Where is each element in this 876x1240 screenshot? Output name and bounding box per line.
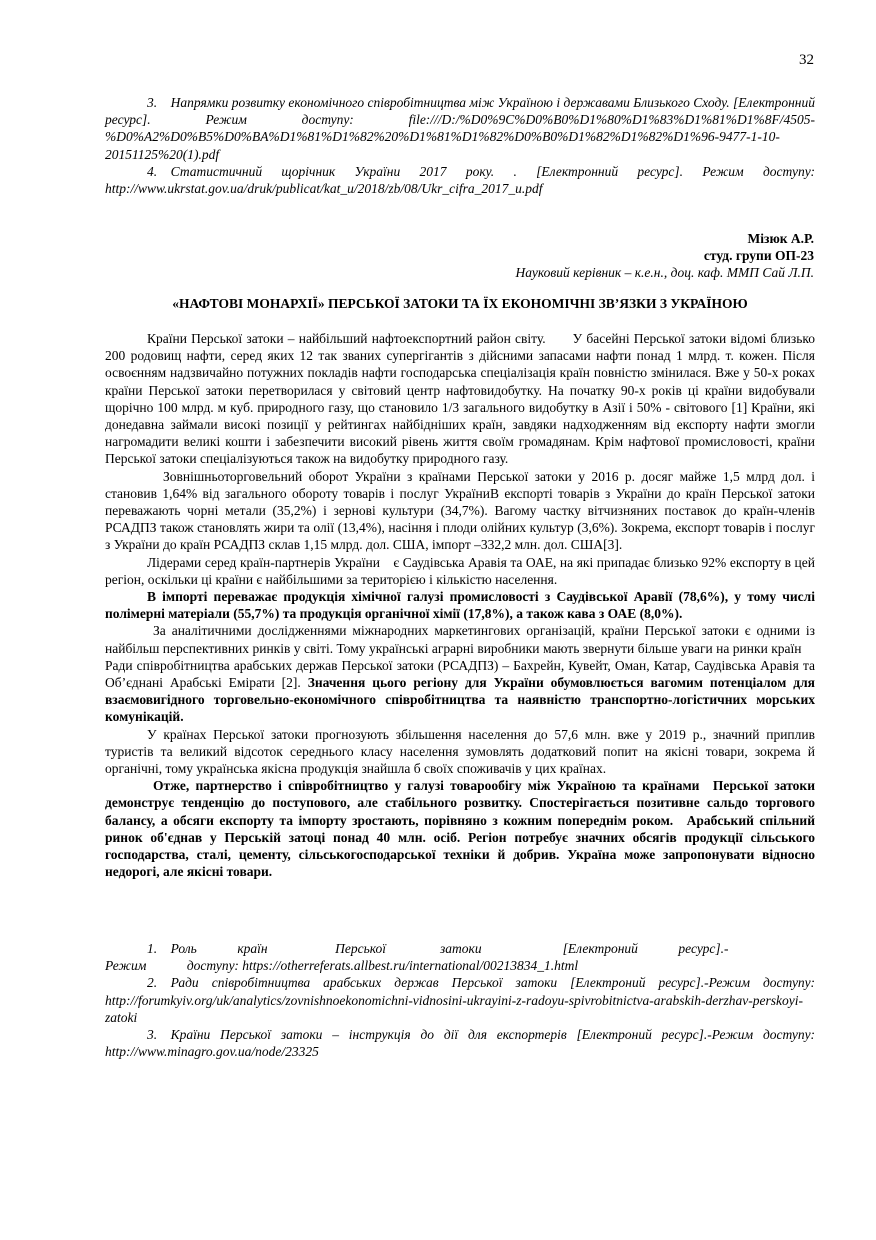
top-references	[105, 94, 815, 197]
author-name: Мізюк А.Р.	[747, 231, 814, 246]
reference-item: 1. Роль країн Перської затоки [Електроний ресурс].- Режим доступу: https://otherreferats.allbest.ru/international/00213834_1.html	[105, 941, 756, 974]
paragraph: Країни Перської затоки – найбільший нафтоекспортний район світу. У басейні Перської затоки відомі близько 200 родовищ нафти, серед яких 12 так званих супергігантів з дійсними запасами нафти понад 1 млрд. т. кожен. Після освоєнням надзвичайно потужних покладів нафти господарська спеціалізація країн повністю змінилася. Вже у 50-х роках країни Перської затоки перетворилася у світовий центр нафтовидобутку. На початку 90-х років ці країни видобували щорічно 100 млрд. м куб. природного газу, що становило 1/3 загального видобутку в Азії і 50% - світового [1] Країни, які донедавна займали високі позиції у рейтингах найбідніших країн, завдяки надходженням від експорту нафти змогли нагромадити великі кошти і забезпечити високий рівень життя своїм громадянам. Крім нафтової промисловості, країни Перської затоки спеціалізуються також на видобутку природного газу.	[105, 331, 815, 467]
paragraph-text: За аналітичними дослідженнями міжнародних маркетингових організацій, країни Перської затоки є одними із найбільш перспективних ринків у світі. Тому українські аграрні виробники мають звернути більше уваги на ринки країн Ради співробітництва арабських держав Перської затоки (РСАДПЗ) – Бахрейн, Кувейт, Оман, Катар, Саудівська Аравія та Об’єднані Арабські Емірати [2].	[105, 623, 815, 691]
paragraph: Зовнішньоторговельний оборот України з країнами Перської затоки у 2016 р. досяг майже 1,5 млрд дол. і становив 1,64% від загального обороту товарів і послуг УкраїниВ експорті товарів з України до країн Перської затоки переважають чорні метали (35,2%) і зернові культури (34,7%). Вагому частку вітчизняних поставок до країн-членів РСАДПЗ також становлять жири та олії (13,4%), насіння і плоди олійних культур (3,6%). Зокрема, експорт товарів і послуг з України до країн РСАДПЗ склав 1,15 млрд. дол. США, імпорт –332,2 млн. дол. США[3].	[105, 468, 815, 553]
reference-item: 2. Ради співробітництва арабських держав Перської затоки [Електроний ресурс].-Режим доступу: http://forumkyiv.org/uk/analytics/zovnishnoekonomichni-vidnosini-ukrayini-z-radoyu-spivrobitnictva-arabskih-derzhav-perskoyi-zatoki	[105, 975, 815, 1025]
reference-item: 3. Напрямки розвитку економічного співробітництва між Україною і державами Близького Сходу. [Електронний ресурс]. Режим доступу: file:///D:/%D0%9C%D0%B0%D1%80%D1%83%D1%81%D1%8F/4505-%D0%A2%D0%B5%D0%BA%D1%81%D1%82%20%D1%81%D1%82%D0%B0%D1%82%D1%82%D1%96-9477-1-10-20151125%20(1).pdf	[105, 95, 815, 162]
supervisor: Науковий керівник – к.е.н., доц. каф. ММП Сай Л.П.	[515, 265, 814, 281]
author-block	[516, 230, 814, 282]
reference-item: 4. Статистичний щорічник України 2017 року. . [Електронний ресурс]. Режим доступу: http://www.ukrstat.gov.ua/druk/publicat/kat_u/2018/zb/08/Ukr_cifra_2017_u.pdf	[105, 163, 815, 197]
article-body	[105, 330, 815, 881]
paragraph-bold-text: Значення цього регіону для України обумовлюється вагомим потенціалом для взаємовигідного торговельно-економічного співробітництва та наявністю транспортно-логістичних морських комунікацій.	[105, 675, 815, 725]
reference-item: 3. Країни Перської затоки – інструкція до дії для експортерів [Електроний ресурс].-Режим доступу: http://www.minagro.gov.ua/node/23325	[105, 1027, 815, 1060]
author-group: студ. групи ОП-23	[703, 248, 814, 264]
paragraph: Лідерами серед країн-партнерів України є Саудівська Аравія та ОАЕ, на які припадає близько 92% експорту в цей регіон, оскільки ці країни є найбільшими за територією і кількістю населення.	[105, 554, 815, 587]
paragraph-bold: Отже, партнерство і співробітництво у галузі товарообігу між Україною та країнами Перської затоки демонструє тенденцію до поступового, але стабільного розвитку. Спостерігається позитивне сальдо торгового балансу, а обсяги експорту та імпорту зростають, порівняно з кожним попереднім роком. Арабський спільний ринок об'єднав у Перській затоці понад 40 млн. осіб. Регіон потребує значних обсягів продукції сільського господарства, сталі, цементу, сільськогосподарської техніки й добрив. Україна може запропонувати відносно недорогі, але якісні товари.	[105, 778, 815, 880]
article-title: «НАФТОВІ МОНАРХІЇ» ПЕРСЬКОЇ ЗАТОКИ ТА ЇХ ЕКОНОМІЧНІ ЗВ’ЯЗКИ З УКРАЇНОЮ	[172, 296, 748, 311]
page-number: 32	[799, 52, 814, 68]
paragraph	[105, 622, 815, 725]
bottom-references	[105, 940, 815, 1060]
paragraph: У країнах Перської затоки прогнозують збільшення населення до 57,6 млн. вже у 2019 р., значний приплив туристів та великий відсоток середнього класу населення зумовлять додатковий попит на якісні товари, зокрема й органічні, тому українська якісна продукція знайшла б своїх споживачів у цих країнах.	[105, 726, 815, 777]
paragraph-bold: В імпорті переважає продукція хімічної галузі промисловості з Саудівської Аравії (78,6%), у тому числі полімерні матеріали (55,7%) та продукція органічної хімії (17,8%), а також кава з ОАЕ (8,0%).	[105, 589, 815, 622]
